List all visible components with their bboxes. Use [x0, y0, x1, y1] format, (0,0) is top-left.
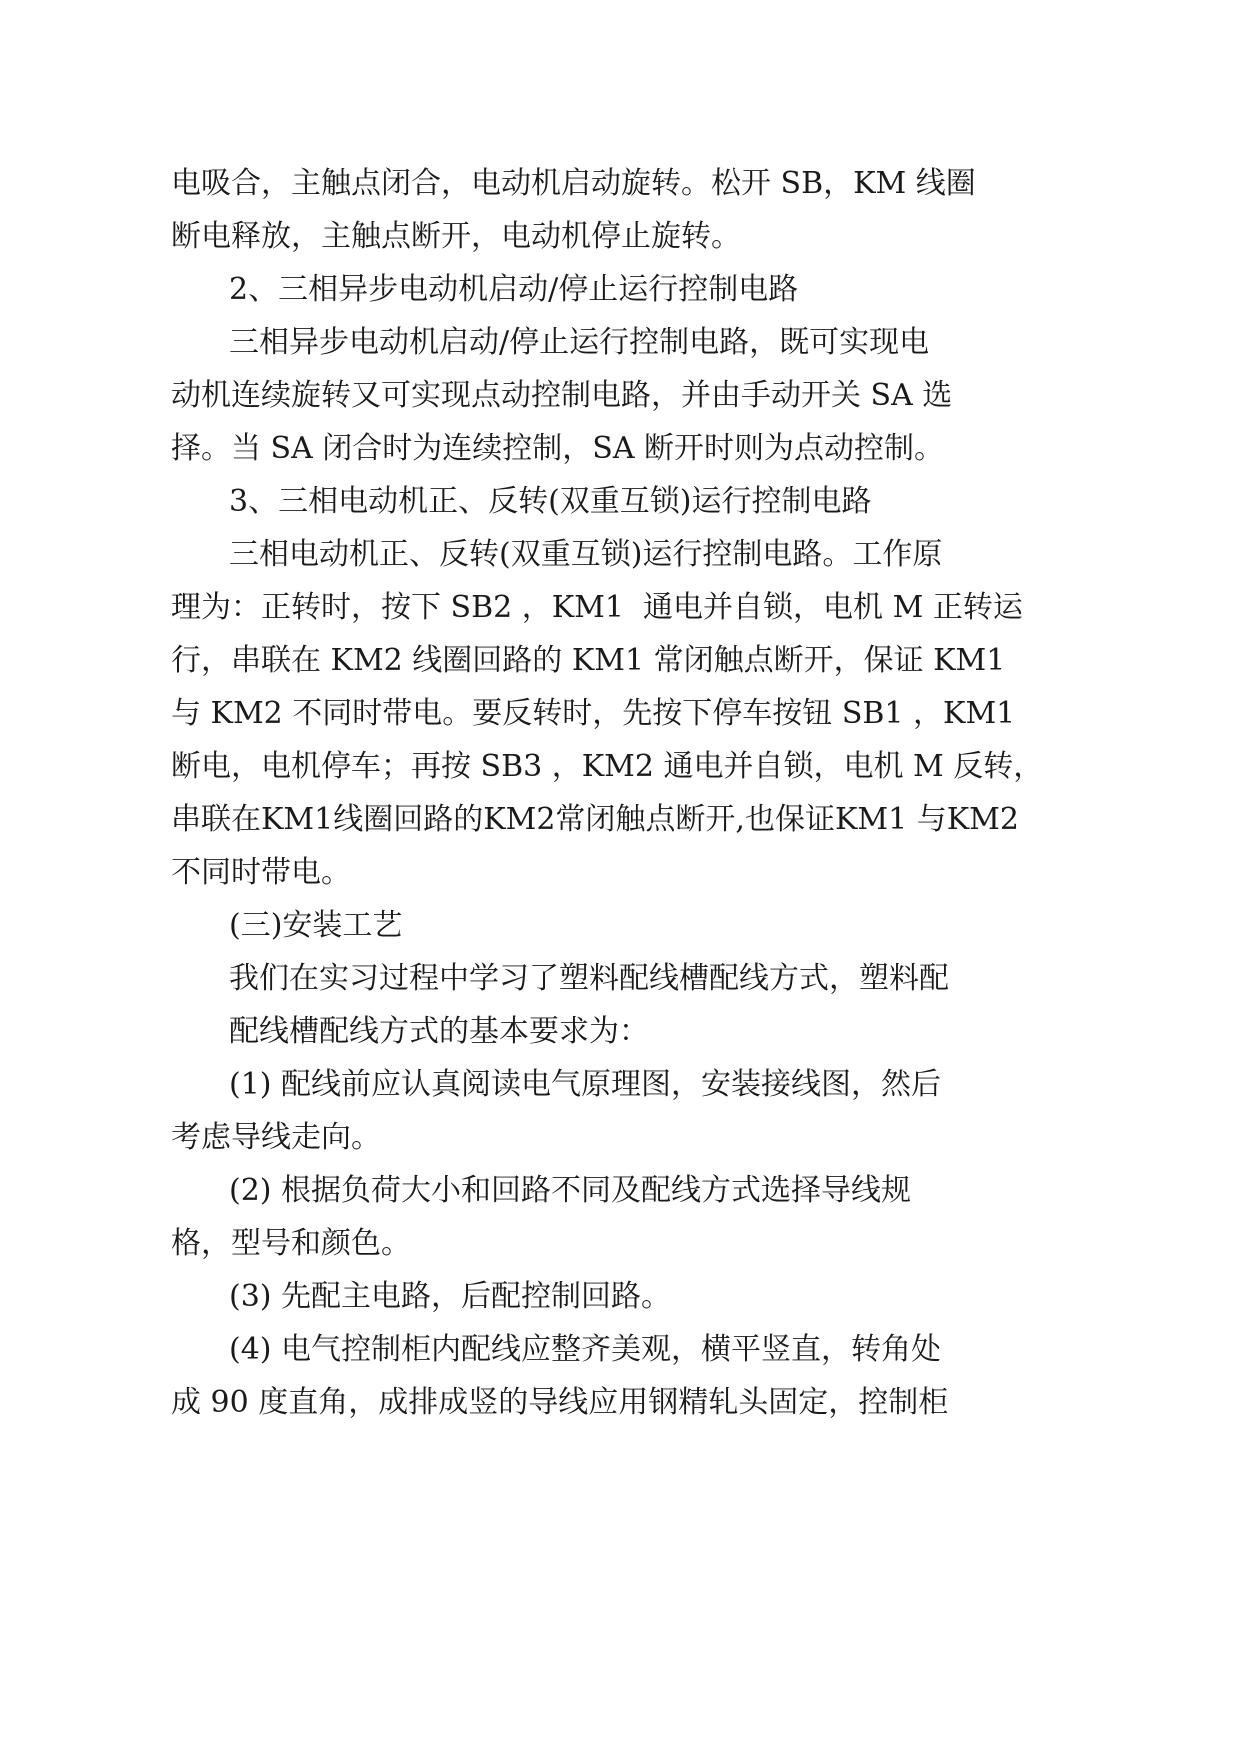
line-text: 与 KM2 不同时带电。要反转时，先按下停车按钮 SB1 ，KM1: [171, 696, 1016, 731]
line-text: 不同时带电。: [171, 855, 351, 890]
line-text: 动机连续旋转又可实现点动控制电路，并由手动开关 SA 选: [171, 378, 953, 413]
text-line-8: [0, 533, 1241, 577]
line-text: 行，串联在 KM2 线圈回路的 KM1 常闭触点断开，保证 KM1: [171, 643, 1006, 678]
text-line-18: [0, 1063, 1241, 1107]
text-line-11: [0, 692, 1241, 736]
line-text: 考虑导线走向。: [171, 1120, 381, 1155]
line-text: 成 90 度直角，成排成竖的导线应用钢精轧头固定，控制柜: [171, 1385, 949, 1420]
line-text: 理为：正转时，按下 SB2 ，KM1 通电并自锁，电机 M 正转运: [171, 590, 1023, 625]
line-text: 电吸合，主触点闭合，电动机启动旋转。松开 SB，KM 线圈: [171, 166, 976, 201]
text-line-16: [0, 957, 1241, 1001]
section-heading-3: [0, 480, 1241, 524]
line-text: 择。当 SA 闭合时为连续控制，SA 断开时则为点动控制。: [171, 431, 945, 466]
text-line-14: [0, 851, 1241, 895]
line-text: (4) 电气控制柜内配线应整齐美观，横平竖直，转角处: [229, 1332, 942, 1367]
section-heading-2: [0, 268, 1241, 312]
line-text: 3、三相电动机正、反转(双重互锁)运行控制电路: [229, 484, 872, 519]
text-line-5: [0, 374, 1241, 418]
text-line-19: [0, 1116, 1241, 1160]
text-line-21: [0, 1222, 1241, 1266]
line-text: 我们在实习过程中学习了塑料配线槽配线方式，塑料配: [229, 961, 949, 996]
text-line-23: [0, 1328, 1241, 1372]
line-text: (三)安装工艺: [229, 908, 403, 943]
line-text: (3) 先配主电路，后配控制回路。: [229, 1279, 672, 1314]
text-line-12: [0, 745, 1241, 789]
line-text: 断电，电机停车；再按 SB3 ，KM2 通电并自锁，电机 M 反转，: [171, 749, 1044, 784]
section-heading-installation: [0, 904, 1241, 948]
text-line-1: [0, 162, 1241, 206]
line-text: 配线槽配线方式的基本要求为：: [229, 1014, 649, 1049]
line-text: (1) 配线前应认真阅读电气原理图，安装接线图，然后: [229, 1067, 942, 1102]
text-line-24: [0, 1381, 1241, 1425]
line-text: 2、三相异步电动机启动/停止运行控制电路: [229, 272, 799, 307]
text-line-13: [0, 798, 1241, 842]
text-line-17: [0, 1010, 1241, 1054]
text-line-4: [0, 321, 1241, 365]
text-line-22: [0, 1275, 1241, 1319]
line-text: 格，型号和颜色。: [171, 1226, 411, 1261]
line-text: 串联在KM1线圈回路的KM2常闭触点断开,也保证KM1 与KM2: [171, 802, 1019, 837]
line-text: (2) 根据负荷大小和回路不同及配线方式选择导线规: [229, 1173, 912, 1208]
text-line-2: [0, 215, 1241, 259]
text-line-10: [0, 639, 1241, 683]
text-line-9: [0, 586, 1241, 630]
line-text: 三相异步电动机启动/停止运行控制电路，既可实现电: [229, 325, 930, 360]
text-line-6: [0, 427, 1241, 471]
line-text: 断电释放，主触点断开，电动机停止旋转。: [171, 219, 741, 254]
line-text: 三相电动机正、反转(双重互锁)运行控制电路。工作原: [229, 537, 943, 572]
text-line-20: [0, 1169, 1241, 1213]
